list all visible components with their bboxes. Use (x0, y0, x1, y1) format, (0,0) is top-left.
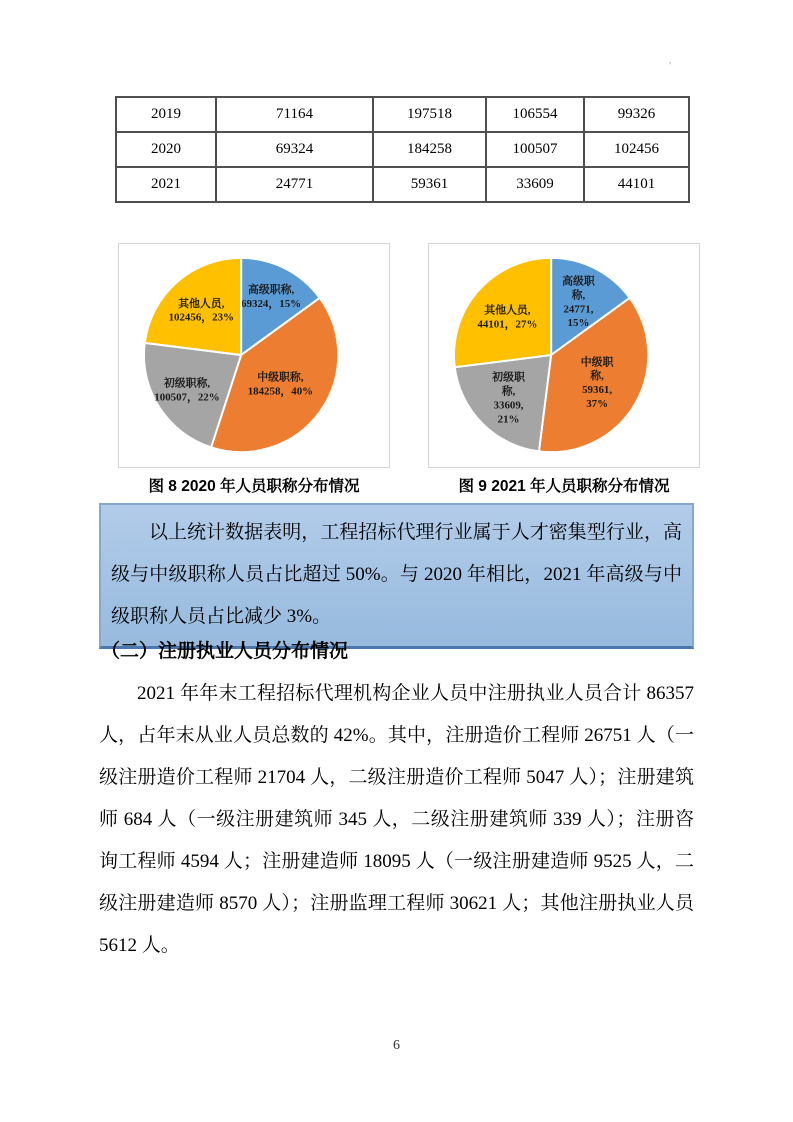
table-cell: 2019 (116, 97, 216, 132)
pie-label-高级职称: 高级职称, 24771, 15% (562, 275, 595, 330)
pie-label-初级职称: 初级职称, 33609, 21% (492, 371, 525, 426)
table-cell: 59361 (373, 167, 486, 202)
pie-chart-2021-box (428, 243, 700, 468)
table-row (116, 167, 689, 202)
captions-row (118, 474, 700, 496)
pie-chart-2020-box (118, 243, 390, 468)
table-row (116, 132, 689, 167)
table-cell: 184258 (373, 132, 486, 167)
table-cell: 2021 (116, 167, 216, 202)
pie-label-高级职称: 高级职称, 69324，15% (241, 284, 302, 311)
page-number: 6 (393, 1038, 400, 1053)
table-cell: 99326 (584, 97, 689, 132)
table-cell: 44101 (584, 167, 689, 202)
pie-label-其他人员: 其他人员, 44101，27% (477, 304, 538, 331)
pie-label-初级职称: 初级职称, 100507，22% (154, 377, 220, 404)
section-heading: （二）注册执业人员分布情况 (101, 641, 349, 662)
table-cell: 100507 (486, 132, 584, 167)
pie-label-其他人员: 其他人员, 102456，23% (168, 297, 234, 324)
body-paragraph: 2021 年年末工程招标代理机构企业人员中注册执业人员合计 86357 人，占年末从业人员总数的 42%。其中，注册造价工程师 26751 人（一级注册造价工程师 21704 人，二级注册造价工程师 5047 人）；注册建筑师 684 人（一级注册建筑师 345 人，二级注册建筑师 339 人）；注册咨询工程师 4594 人；注册建造师 18095 人（一级注册建造师 9525 人，二级注册建造师 8570 人）；注册监理工程师 30621 人；其他注册执业人员 5612 人。 (99, 683, 694, 956)
data-table-body (116, 97, 689, 202)
pie-chart-2021 (429, 244, 699, 467)
table-cell: 2020 (116, 132, 216, 167)
table-row (116, 97, 689, 132)
table-cell: 71164 (216, 97, 373, 132)
table-cell: 197518 (373, 97, 486, 132)
table-cell: 33609 (486, 167, 584, 202)
pie-label-中级职称: 中级职称, 59361, 37% (580, 356, 614, 410)
table-cell: 24771 (216, 167, 373, 202)
data-table (115, 96, 690, 203)
table-cell: 106554 (486, 97, 584, 132)
figure-9-caption: 图 9 2021 年人员职称分布情况 (458, 478, 670, 495)
stray-mark: ' (669, 60, 671, 72)
figure-8-caption: 图 8 2020 年人员职称分布情况 (148, 478, 360, 495)
pie-chart-2020 (119, 244, 389, 467)
highlighted-summary: 以上统计数据表明，工程招标代理行业属于人才密集型行业，高级与中级职称人员占比超过 50%。与 2020 年相比，2021 年高级与中级职称人员占比减少 3%。 (99, 503, 694, 649)
pie-label-中级职称: 中级职称, 184258，40% (247, 371, 314, 398)
charts-row (118, 243, 700, 468)
table-cell: 102456 (584, 132, 689, 167)
table-cell: 69324 (216, 132, 373, 167)
